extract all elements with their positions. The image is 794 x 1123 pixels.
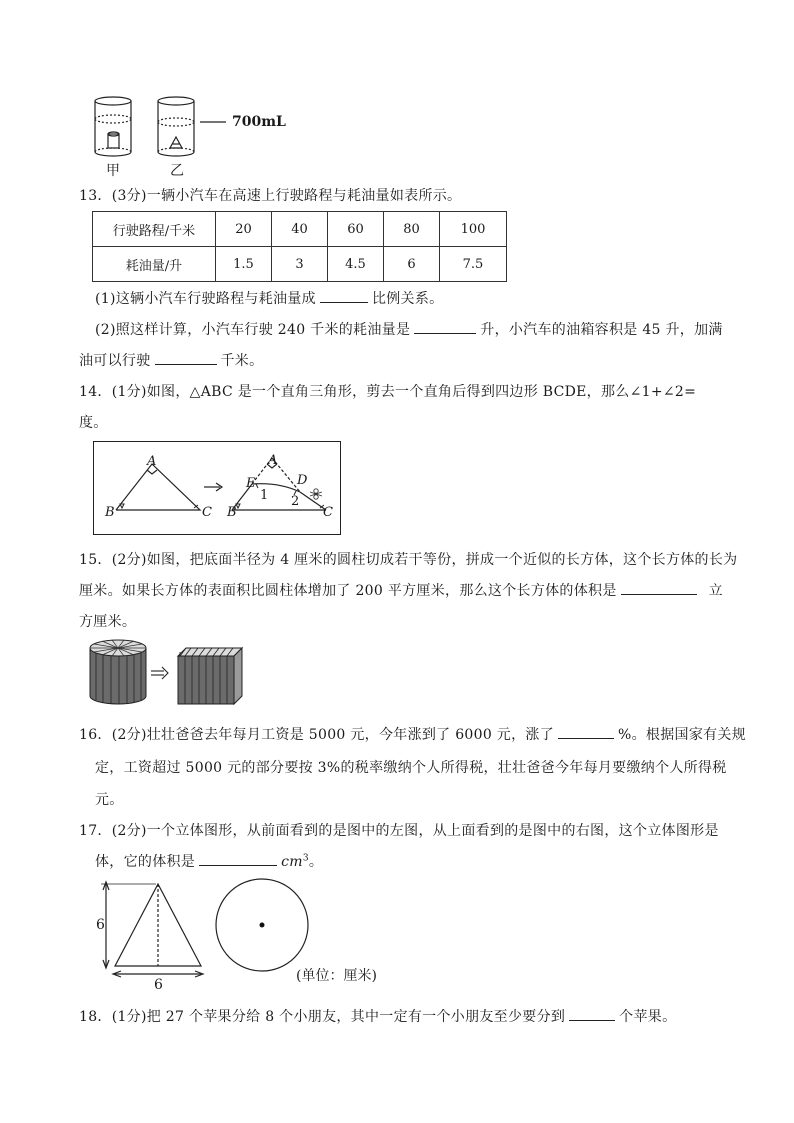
answer-blank[interactable]	[155, 350, 217, 365]
q13-stem: 13．(3分)一辆小汽车在高速上行驶路程与耗油量如表所示。	[79, 188, 462, 204]
table-cell: 3	[272, 247, 328, 282]
q15-line2	[79, 580, 723, 600]
table-cell: 20	[216, 212, 272, 247]
q18-text: 18．(1分)把 27 个苹果分给 8 个小朋友，其中一定有一个小朋友至少要分到	[79, 1009, 566, 1025]
q14-stem: 14．(1分)如图，△ABC 是一个直角三角形，剪去一个直角后得到四边形 BCDE，那么∠1+∠2=	[79, 384, 697, 400]
q14-stem2: 度。	[79, 415, 108, 431]
label-e: E	[246, 476, 256, 491]
label-c2: C	[323, 505, 333, 520]
table-row	[93, 212, 507, 247]
q16-line2: 定，工资超过 5000 元的部分要按 3%的税率缴纳个人所得税，壮壮爸爸今年每月要缴纳个人所得税	[95, 760, 727, 776]
q15-line3: 方厘米。	[79, 614, 137, 630]
q15-line2-text: 厘米。如果长方体的表面积比圆柱体增加了 200 平方厘米，那么这个长方体的体积是	[79, 583, 617, 599]
q16-line1-text: 16．(2分)壮壮爸爸去年每月工资是 5000 元，今年涨到了 6000 元，涨了	[79, 727, 555, 743]
label-b: B	[105, 505, 115, 520]
q13-sub2-text3: 油可以行驶	[79, 353, 151, 369]
label-b2: B	[227, 505, 237, 520]
q15-stem: 15．(2分)如图，把底面半径为 4 厘米的圆柱切成若干等份，拼成一个近似的长方体，这个长方体的长为	[79, 552, 738, 568]
q13-sub2-text: (2)照这样计算，小汽车行驶 240 千米的耗油量是	[95, 322, 411, 338]
angle-2-label: 2	[291, 494, 300, 509]
q13-sub1	[95, 288, 443, 308]
cup-a	[95, 97, 131, 156]
q18-line	[79, 1006, 676, 1026]
q16-line3: 元。	[95, 792, 124, 808]
cup-b	[158, 97, 226, 156]
volume-label: 700mL	[232, 114, 286, 130]
label-a: A	[147, 454, 157, 469]
q13-sub2-text2: 升，小汽车的油箱容积是 45 升，加满	[480, 322, 723, 338]
answer-blank[interactable]	[414, 319, 476, 334]
q14-figure	[94, 442, 339, 534]
label-a2: A	[268, 453, 278, 468]
table-cell: 1.5	[216, 247, 272, 282]
answer-blank[interactable]	[621, 580, 697, 595]
answer-blank[interactable]	[569, 1006, 615, 1021]
q15-figure	[88, 638, 248, 708]
unit-label: (单位：厘米)	[296, 968, 377, 984]
cuboid-shape	[178, 648, 242, 704]
table-cell: 6	[384, 247, 440, 282]
q16-line1	[79, 724, 746, 744]
scissors-icon	[310, 489, 322, 499]
q17-line2-text: 体，它的体积是	[95, 854, 196, 870]
q13-sub2	[95, 319, 723, 339]
table-row-header: 行驶路程/千米	[93, 212, 216, 247]
answer-blank[interactable]	[199, 851, 277, 866]
table-cell: 100	[440, 212, 507, 247]
double-arrow-icon	[151, 667, 168, 679]
angle-1-label: 1	[260, 488, 269, 503]
table-cell: 4.5	[328, 247, 384, 282]
q13-sub1-end: 比例关系。	[371, 291, 444, 307]
table-cell: 60	[328, 212, 384, 247]
q17-line2-end: 。	[308, 854, 324, 870]
cup-a-label: 甲	[106, 163, 120, 179]
q17-line1: 17．(2分)一个立体图形，从前面看到的是图中的左图，从上面看到的是图中的右图，这个立体图形是	[79, 823, 719, 839]
table-row	[93, 247, 507, 282]
cylinder-shape	[90, 640, 146, 704]
table-cell: 7.5	[440, 247, 507, 282]
cup-b-label: 乙	[170, 163, 184, 179]
q18-end: 个苹果。	[619, 1009, 677, 1025]
q13-sub2-cont	[79, 350, 263, 370]
answer-blank[interactable]	[320, 288, 368, 303]
label-d: D	[297, 473, 308, 488]
table-cell: 40	[272, 212, 328, 247]
base-label: 6	[154, 977, 163, 993]
q17-line2	[95, 851, 323, 871]
q15-line2-end: 立	[708, 583, 723, 599]
table-cell: 80	[384, 212, 440, 247]
height-label: 6	[96, 917, 105, 933]
q16-line1-end: %。根据国家有关规	[618, 727, 747, 743]
q17-figure	[90, 878, 320, 988]
q17-unit-sup: 3	[302, 853, 309, 864]
q17-unit: cm	[281, 854, 303, 870]
table-row-header: 耗油量/升	[93, 247, 216, 282]
answer-blank[interactable]	[558, 724, 614, 739]
label-c: C	[202, 505, 212, 520]
q13-sub1-text: (1)这辆小汽车行驶路程与耗油量成	[95, 291, 316, 307]
q13-sub2-end: 千米。	[220, 353, 264, 369]
q13-table	[92, 211, 507, 282]
